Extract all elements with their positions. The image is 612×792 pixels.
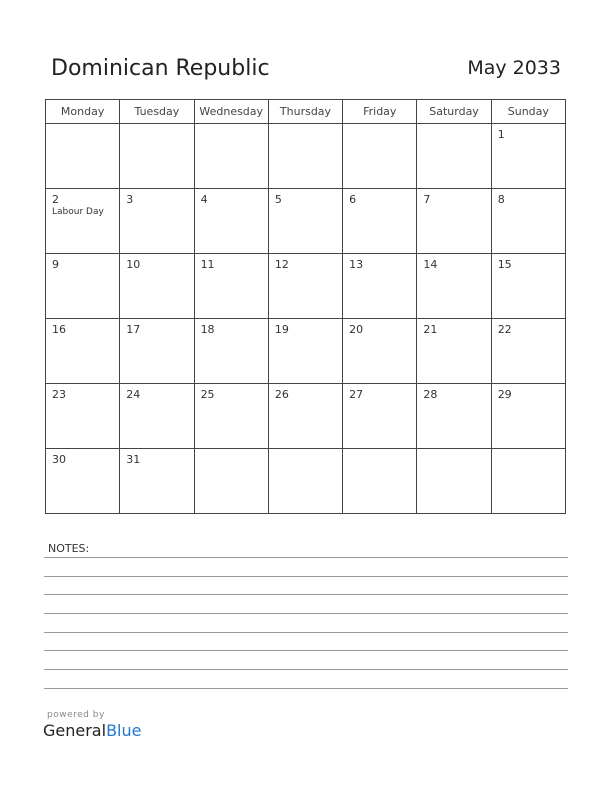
- note-line: [44, 576, 568, 577]
- day-cell: [46, 319, 120, 384]
- day-cell: [194, 189, 268, 254]
- day-cell: [491, 124, 565, 189]
- brand-general: General: [43, 721, 107, 740]
- day-number: 9: [52, 258, 59, 271]
- day-cell: [343, 124, 417, 189]
- powered-by-text: powered by: [47, 710, 105, 720]
- day-cell: [194, 384, 268, 449]
- day-cell: [268, 189, 342, 254]
- note-line: [44, 632, 568, 633]
- day-number: 26: [274, 388, 289, 401]
- day-cell: [194, 449, 268, 514]
- day-cell: [46, 449, 120, 514]
- day-number: 11: [200, 258, 215, 271]
- day-cell: [491, 384, 565, 449]
- day-cell: [268, 124, 342, 189]
- note-line: [44, 613, 568, 614]
- week-row: [46, 124, 566, 189]
- day-number: 25: [200, 388, 215, 401]
- day-number: 2: [52, 193, 59, 206]
- country-title: Dominican Republic: [51, 56, 270, 81]
- day-cell: [491, 254, 565, 319]
- day-cell: [417, 124, 491, 189]
- day-cell: [46, 384, 120, 449]
- day-number: 19: [274, 323, 289, 336]
- day-number: 27: [349, 388, 364, 401]
- day-number: 18: [200, 323, 215, 336]
- week-row: [46, 384, 566, 449]
- day-cell: [194, 319, 268, 384]
- note-line: [44, 650, 568, 651]
- day-number: 16: [52, 323, 66, 336]
- day-cell: [120, 384, 194, 449]
- day-cell: [343, 319, 417, 384]
- day-number: 8: [497, 193, 505, 206]
- calendar-grid: [45, 99, 566, 514]
- day-number: 15: [497, 258, 512, 271]
- day-cell: [343, 254, 417, 319]
- weekday-tuesday: Tuesday: [120, 100, 194, 124]
- note-line: [44, 594, 568, 595]
- day-cell: [417, 189, 491, 254]
- day-number: 13: [349, 258, 364, 271]
- day-number: 17: [126, 323, 141, 336]
- day-cell: [120, 124, 194, 189]
- month-title: May 2033: [467, 57, 561, 79]
- day-cell: [46, 254, 120, 319]
- day-number: 30: [52, 453, 66, 466]
- day-number: 4: [200, 193, 208, 206]
- brand-blue: Blue: [106, 721, 142, 740]
- week-row: [46, 449, 566, 514]
- week-row: [46, 254, 566, 319]
- day-number: 23: [52, 388, 66, 401]
- day-cell: [491, 449, 565, 514]
- weekday-header-row: [46, 100, 566, 124]
- day-number: 22: [497, 323, 512, 336]
- day-cell: [491, 319, 565, 384]
- week-row: [46, 319, 566, 384]
- day-number: 20: [349, 323, 364, 336]
- day-cell: [268, 254, 342, 319]
- day-cell: [417, 254, 491, 319]
- day-cell: [343, 384, 417, 449]
- week-row: [46, 189, 566, 254]
- day-number: 28: [423, 388, 438, 401]
- day-cell: [120, 254, 194, 319]
- day-number: 6: [349, 193, 357, 206]
- holiday-label: Labour Day: [52, 207, 104, 217]
- weekday-monday: Monday: [46, 100, 120, 124]
- day-cell: [120, 189, 194, 254]
- day-cell: [194, 254, 268, 319]
- weekday-saturday: Saturday: [417, 100, 491, 124]
- day-cell: [491, 189, 565, 254]
- day-number: 12: [274, 258, 289, 271]
- day-cell: [343, 449, 417, 514]
- day-number: 21: [423, 323, 438, 336]
- day-number: 3: [126, 193, 134, 206]
- brand-logo: [43, 721, 141, 740]
- day-number: 5: [274, 193, 282, 206]
- day-cell: [417, 449, 491, 514]
- day-cell: [194, 124, 268, 189]
- day-cell: [343, 189, 417, 254]
- weekday-thursday: Thursday: [268, 100, 342, 124]
- day-cell: [46, 189, 120, 254]
- day-number: 14: [423, 258, 438, 271]
- notes-label: NOTES:: [48, 542, 90, 555]
- day-number: 24: [126, 388, 141, 401]
- day-number: 10: [126, 258, 141, 271]
- day-cell: [120, 319, 194, 384]
- day-number: 31: [126, 453, 141, 466]
- day-cell: [417, 319, 491, 384]
- day-cell: [268, 449, 342, 514]
- weekday-wednesday: Wednesday: [194, 100, 268, 124]
- note-line: [44, 669, 568, 670]
- day-cell: [268, 319, 342, 384]
- note-line: [44, 557, 568, 558]
- weekday-sunday: Sunday: [491, 100, 565, 124]
- day-cell: [417, 384, 491, 449]
- day-number: 7: [423, 193, 431, 206]
- day-cell: [268, 384, 342, 449]
- day-cell: [120, 449, 194, 514]
- note-line: [44, 688, 568, 689]
- weekday-friday: Friday: [343, 100, 417, 124]
- day-number: 29: [497, 388, 512, 401]
- day-number: 1: [497, 128, 505, 141]
- day-cell: [46, 124, 120, 189]
